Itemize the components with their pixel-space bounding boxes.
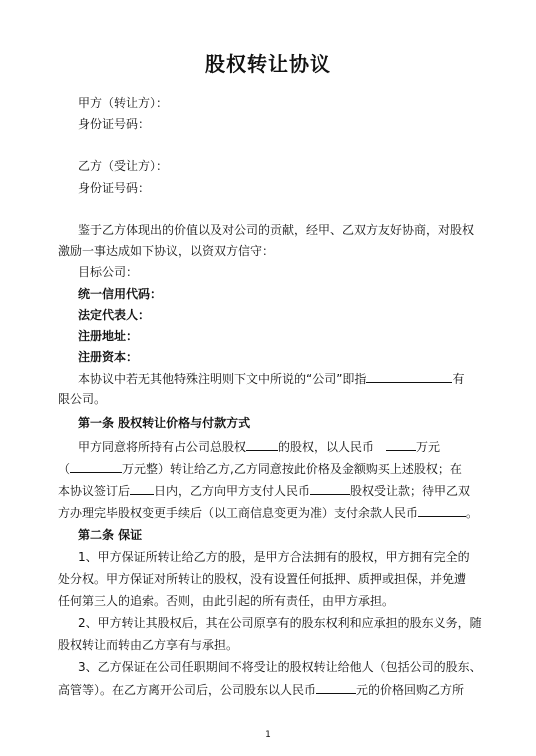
article-1-line-3 bbox=[58, 482, 470, 499]
art1-l2-text: 万元整）转让给乙方,乙方同意按此价格及金额购买上述股权；在 bbox=[122, 462, 462, 476]
art1-l4-end: 。 bbox=[466, 506, 479, 520]
article-2-p2-line-1: 2、甲方转让其股权后，其在公司原享有的股东权利和应承担的股东义务，随 bbox=[78, 616, 482, 630]
article-1-line-4 bbox=[58, 504, 478, 521]
article-1-line-2 bbox=[58, 460, 462, 477]
art1-text-b: 的股权，以人民币 bbox=[278, 440, 375, 454]
art1-l3-text-b: 日内，乙方向甲方支付人民币 bbox=[154, 484, 311, 498]
article-2-p2-line-2: 股权转让而转由乙方享有与承担。 bbox=[58, 638, 239, 652]
party-a-id-label: 身份证号码： bbox=[78, 117, 151, 131]
art1-l4-text: 方办理完毕股权变更手续后（以工商信息变更为准）支付余款人民币 bbox=[58, 506, 419, 520]
price-words-blank[interactable] bbox=[70, 460, 122, 473]
art2-p3-text-a: 高管等）。在乙方离开公司后，公司股东以人民币 bbox=[58, 683, 317, 697]
party-b-label: 乙方（受让方）： bbox=[78, 159, 169, 173]
art1-l3-text-c: 股权受让款；待甲乙双 bbox=[350, 484, 471, 498]
price-blank[interactable] bbox=[386, 438, 416, 451]
party-b-id-label: 身份证号码： bbox=[78, 181, 151, 195]
article-1-line-1 bbox=[78, 438, 440, 455]
article-2-heading: 第二条 保证 bbox=[78, 528, 143, 542]
balance-blank[interactable] bbox=[418, 504, 466, 517]
art1-l3-text-a: 本协议签订后 bbox=[58, 484, 131, 498]
art1-text-a: 甲方同意将所持有占公司总股权 bbox=[78, 440, 247, 454]
page-number: 1 bbox=[265, 730, 271, 740]
company-note-text: 本协议中若无其他特殊注明则下文中所说的“公司”即指 bbox=[78, 372, 367, 386]
company-note-suffix: 有 bbox=[452, 372, 465, 386]
reg-address-label: 注册地址： bbox=[78, 329, 139, 343]
buyback-price-blank[interactable] bbox=[316, 681, 356, 694]
credit-code-label: 统一信用代码： bbox=[78, 287, 163, 301]
preamble-line-2: 激励一事达成如下协议，以资双方信守： bbox=[58, 244, 275, 258]
target-company-label: 目标公司： bbox=[78, 265, 139, 279]
share-percent-blank[interactable] bbox=[246, 438, 278, 451]
page-title: 股权转让协议 bbox=[205, 52, 331, 76]
company-name-blank[interactable] bbox=[366, 370, 452, 383]
reg-capital-label: 注册资本： bbox=[78, 350, 139, 364]
company-note-line-2: 限公司。 bbox=[58, 392, 107, 406]
article-2-p1-line-1: 1、甲方保证所转让给乙方的股，是甲方合法拥有的股权，甲方拥有完全的 bbox=[78, 550, 470, 564]
party-a-label: 甲方（转让方）： bbox=[78, 96, 169, 110]
preamble-line-1: 鉴于乙方体现出的价值以及对公司的贡献，经甲、乙双方友好协商，对股权 bbox=[78, 223, 475, 237]
company-note-line-1 bbox=[78, 370, 464, 387]
article-2-p3-line-1: 3、乙方保证在公司任职期间不将受让的股权转让给他人（包括公司的股东、 bbox=[78, 660, 482, 674]
article-2-p3-line-2 bbox=[58, 681, 464, 698]
article-1-heading: 第一条 股权转让价格与付款方式 bbox=[78, 416, 251, 430]
article-2-p1-line-2: 处分权。甲方保证对所转让的股权，没有设置任何抵押、质押或担保，并免遭 bbox=[58, 572, 467, 586]
legal-rep-label: 法定代表人： bbox=[78, 308, 151, 322]
article-2-p1-line-3: 任何第三人的追索。否则，由此引起的所有责任，由甲方承担。 bbox=[58, 594, 395, 608]
payment-blank[interactable] bbox=[310, 482, 350, 495]
art1-l2-open: （ bbox=[58, 462, 71, 476]
art2-p3-text-b: 元的价格回购乙方所 bbox=[356, 683, 465, 697]
art1-text-c: 万元 bbox=[416, 440, 441, 454]
days-blank[interactable] bbox=[130, 482, 154, 495]
